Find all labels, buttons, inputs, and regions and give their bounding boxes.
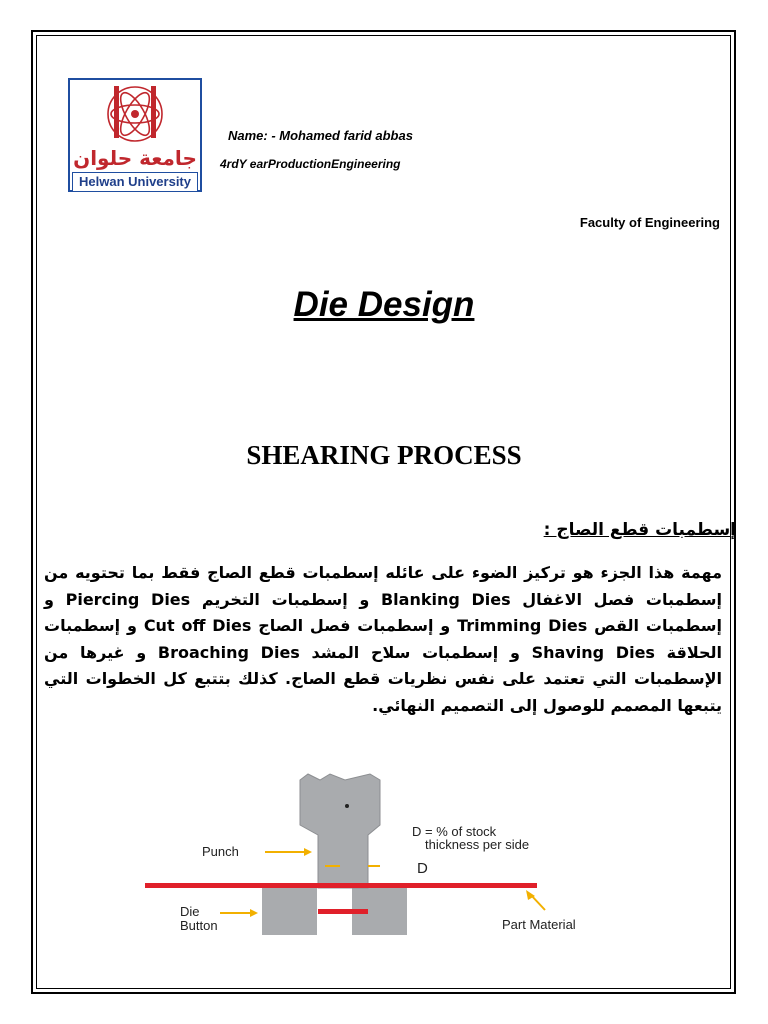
student-year: 4rdY earProductionEngineering	[220, 157, 401, 171]
student-name: Name: - Mohamed farid abbas	[228, 128, 413, 143]
section-body: مهمة هذا الجزء هو تركيز الضوء على عائله إسطمبات قطع الصاج فقط بما تحتويه من إسطمبات فصل الاغفال Blanking Dies و إسطمبات التخريم Piercing Dies و إسطمبات القص Trimming Dies و إسطمبات فصل الصاج Cut off Dies و إسطمبات الحلاقة Shaving Dies و إسطمبات سلاح المشد Broaching Dies و غيرها من الإسطمبات التي تعتمد على نفس نظريات قطع الصاج. كذلك بتتبع كل الخطوات التي يتبعها المصمم للوصول إلى التصميم النهائي.	[44, 563, 723, 715]
shearing-diagram	[140, 770, 640, 935]
document-subtitle: SHEARING PROCESS	[246, 440, 522, 470]
sheet-material	[145, 883, 537, 888]
label-d: D	[417, 860, 428, 877]
logo-english-name: Helwan University	[72, 172, 198, 192]
label-part-material: Part Material	[502, 917, 576, 932]
punch-die-illustration	[140, 770, 640, 935]
die-button-left	[262, 887, 317, 935]
section-heading: إسطمبات قطع الصاج :	[543, 520, 736, 540]
label-die-1: Die	[180, 904, 200, 919]
logo-arabic-name: جامعة حلوان	[73, 146, 197, 170]
document-title: Die Design	[293, 285, 475, 324]
label-die-2: Button	[180, 918, 218, 933]
faculty-name: Faculty of Engineering	[579, 215, 720, 230]
helwan-university-logo	[68, 78, 202, 192]
label-punch: Punch	[202, 844, 239, 859]
label-d-definition-1: D = % of stock	[412, 824, 497, 839]
slug	[318, 909, 368, 914]
punch-body	[300, 774, 380, 888]
label-d-definition-2: thickness per side	[425, 837, 530, 852]
